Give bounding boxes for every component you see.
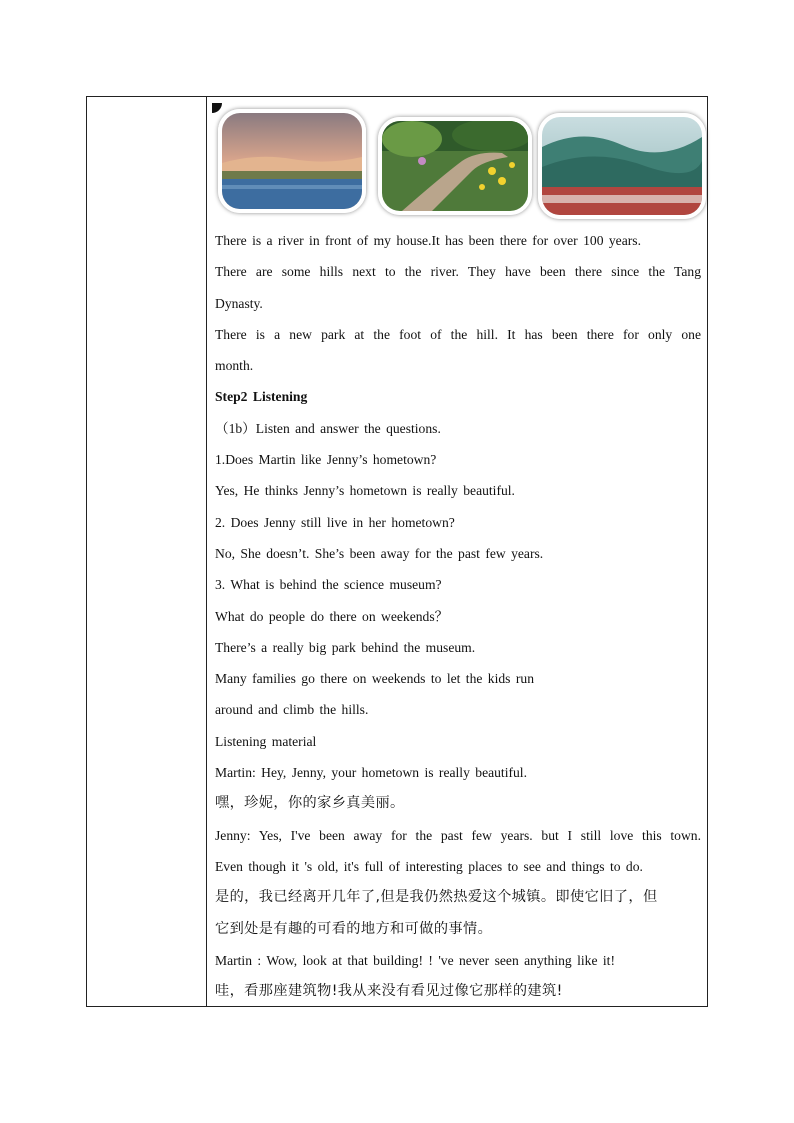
- text-line: Step2 Listening: [215, 389, 308, 405]
- text-line: There are some hills next to the river. They have been there since the Tang: [215, 264, 701, 280]
- text-line: Even though it 's old, it's full of interesting places to see and things to do.: [215, 858, 643, 874]
- text-line: There’s a really big park behind the museum.: [215, 639, 476, 655]
- lesson-text: [215, 225, 701, 1007]
- text-line: 嘿，珍妮，你的家乡真美丽。: [215, 795, 405, 812]
- text-line: Yes, He thinks Jenny’s hometown is really beautiful.: [215, 483, 515, 499]
- text-line: 3. What is behind the science museum?: [215, 577, 442, 593]
- text-line: Martin: Hey, Jenny, your hometown is really beautiful.: [215, 765, 527, 781]
- text-line: There is a river in front of my house.It has been there for over 100 years.: [215, 233, 641, 248]
- text-line: Martin : Wow, look at that building! ! 've never seen anything like it!: [215, 952, 615, 968]
- text-line: No, She doesn’t. She’s been away for the past few years.: [215, 545, 544, 561]
- text-line: around and climb the hills.: [215, 702, 369, 718]
- text-line: 它到处是有趣的可看的地方和可做的事情。: [215, 920, 493, 937]
- text-line: 1.Does Martin like Jenny’s hometown?: [215, 452, 437, 468]
- text-line: 哇，看那座建筑物!我从来没有看见过像它那样的建筑!: [215, 983, 563, 1000]
- text-line: month.: [215, 358, 254, 374]
- forest-hills-photo: [538, 113, 706, 219]
- text-line: What do people do there on weekends？: [215, 608, 449, 624]
- content-cell: [208, 97, 707, 1006]
- text-line: Jenny: Yes, I've been away for the past few years. but I still love this town.: [215, 827, 701, 843]
- text-line: Dynasty.: [215, 295, 263, 311]
- text-line: Listening material: [215, 733, 317, 749]
- desert-river-photo: [218, 109, 366, 213]
- corner-mark: [212, 103, 222, 113]
- text-line: （1b）Listen and answer the questions.: [215, 420, 441, 436]
- lesson-table: [86, 96, 708, 1007]
- text-line: Many families go there on weekends to let the kids run: [215, 671, 534, 687]
- garden-path-photo: [378, 117, 532, 215]
- text-line: 2. Does Jenny still live in her hometown?: [215, 514, 455, 530]
- images-row: [212, 103, 706, 213]
- left-column-cell: [87, 97, 207, 1006]
- text-line: There is a new park at the foot of the hill. It has been there for only one: [215, 326, 701, 342]
- text-line: 是的，我已经离开几年了,但是我仍然热爱这个城镇。即使它旧了，但: [215, 889, 658, 906]
